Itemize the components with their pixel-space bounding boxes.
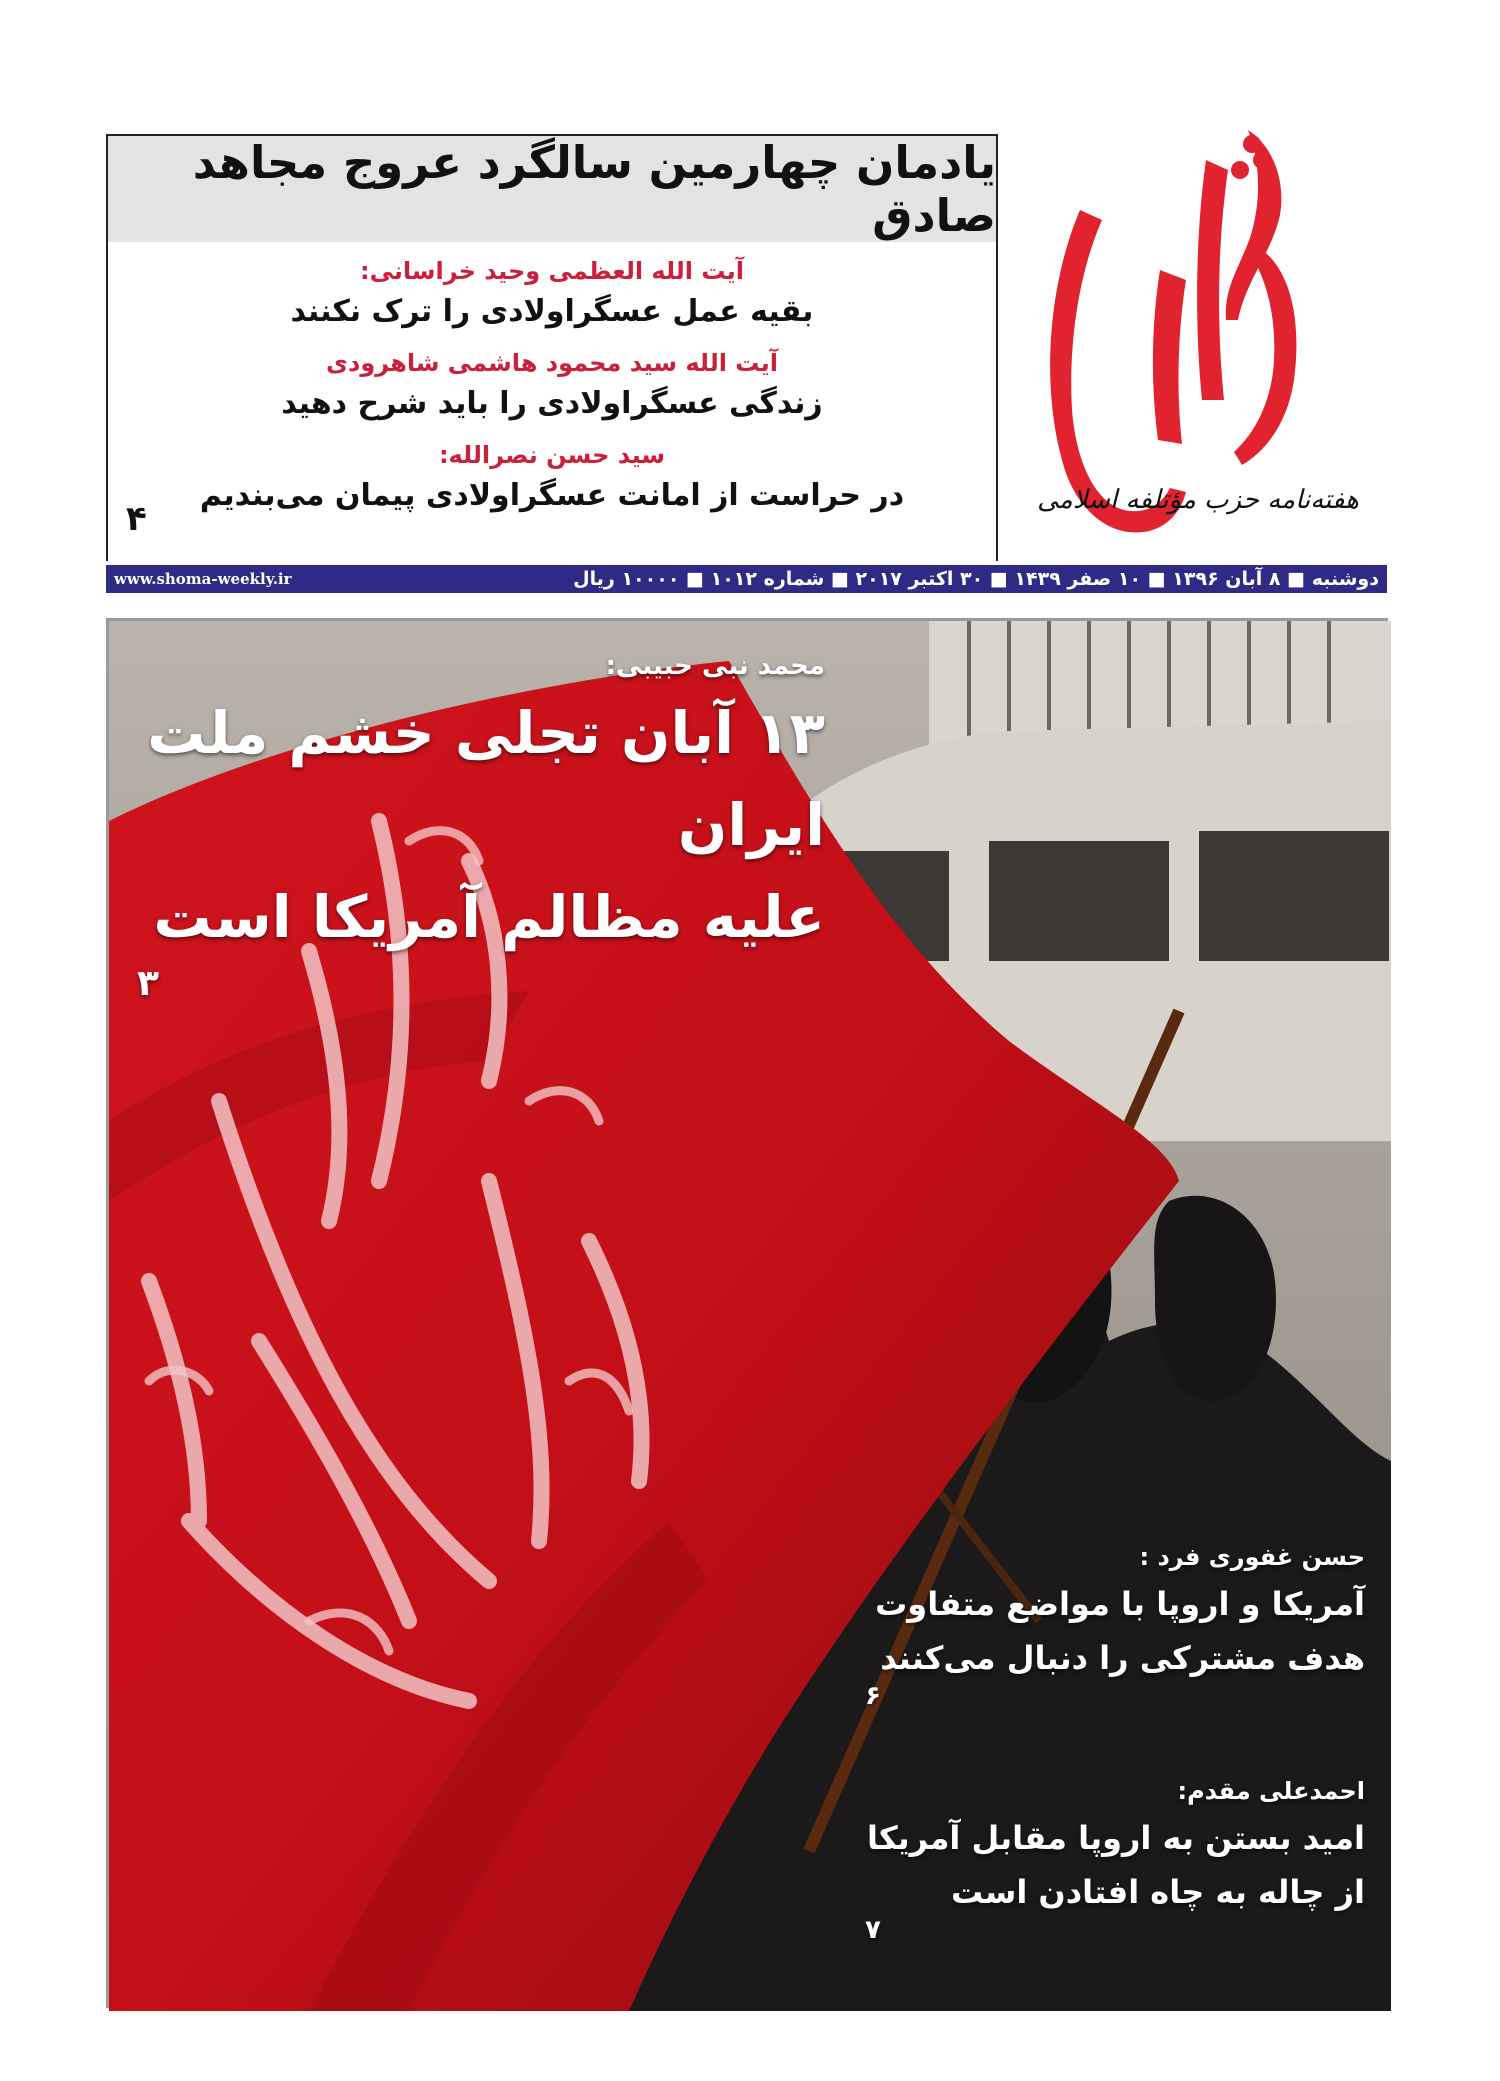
quote-text-1[interactable]: بقیه عمل عسگراولادی را ترک نکنند: [290, 294, 814, 329]
main-headline[interactable]: یادمان چهارمین سالگرد عروج مجاهد صادق: [192, 136, 996, 242]
cover-photo: [106, 618, 1388, 2008]
quote-speaker-2: آیت الله سید محمود هاشمی شاهرودی: [326, 349, 778, 377]
story-a-speaker: حسن غفوری فرد :: [1139, 1543, 1365, 1571]
quotes-list: [108, 254, 996, 530]
story-b-title-line1[interactable]: امید بستن به اروپا مقابل آمریکا: [867, 1819, 1365, 1857]
cover-story[interactable]: [125, 651, 825, 1004]
cover-story-title-line1[interactable]: ۱۳ آبان تجلی خشم ملت ایران: [147, 699, 825, 859]
quote-text-3[interactable]: در حراست از امانت عسگراولادی پیمان می‌بندیم: [199, 478, 905, 513]
story-a-title-line1[interactable]: آمریکا و اروپا با مواضع متفاوت: [875, 1585, 1365, 1623]
website-link[interactable]: www.shoma-weekly.ir: [114, 570, 292, 588]
headline-page-number: ۴: [126, 499, 147, 539]
story-a[interactable]: [805, 1543, 1365, 1711]
shoma-logo: [1010, 120, 1359, 560]
story-a-page: ۶: [865, 1681, 881, 1711]
cover-story-speaker: محمد نبی حبیبی:: [605, 651, 825, 681]
story-b[interactable]: [805, 1777, 1365, 1945]
masthead-headline-box: [106, 134, 998, 561]
story-b-page: ۷: [865, 1915, 881, 1945]
info-bar: [106, 565, 1387, 593]
story-b-speaker: احمدعلی مقدم:: [1177, 1777, 1365, 1805]
quote-speaker-3: سید حسن نصرالله:: [438, 441, 666, 469]
issue-date-line: دوشنبه ■ ۸ آبان ۱۳۹۶ ■ ۱۰ صفر ۱۴۳۹ ■ ۳۰ اکتبر ۲۰۱۷ ■ شماره ۱۰۱۲ ■ ۱۰۰۰۰ ریال: [573, 568, 1379, 590]
story-a-title-line2[interactable]: هدف مشترکی را دنبال می‌کنند: [880, 1639, 1365, 1677]
cover-story-title-line2[interactable]: علیه مظالم آمریکا است: [153, 883, 825, 951]
logo-tagline: هفته‌نامه حزب مؤتلفه اسلامی: [1037, 485, 1359, 515]
cover-story-page: ۳: [137, 963, 159, 1004]
headline-band: [108, 136, 996, 242]
quote-speaker-1: آیت الله العظمی وحید خراسانی:: [359, 257, 745, 285]
quote-text-2[interactable]: زندگی عسگراولادی را باید شرح دهید: [281, 386, 823, 421]
story-b-title-line2[interactable]: از چاله به چاه افتادن است: [950, 1873, 1365, 1911]
